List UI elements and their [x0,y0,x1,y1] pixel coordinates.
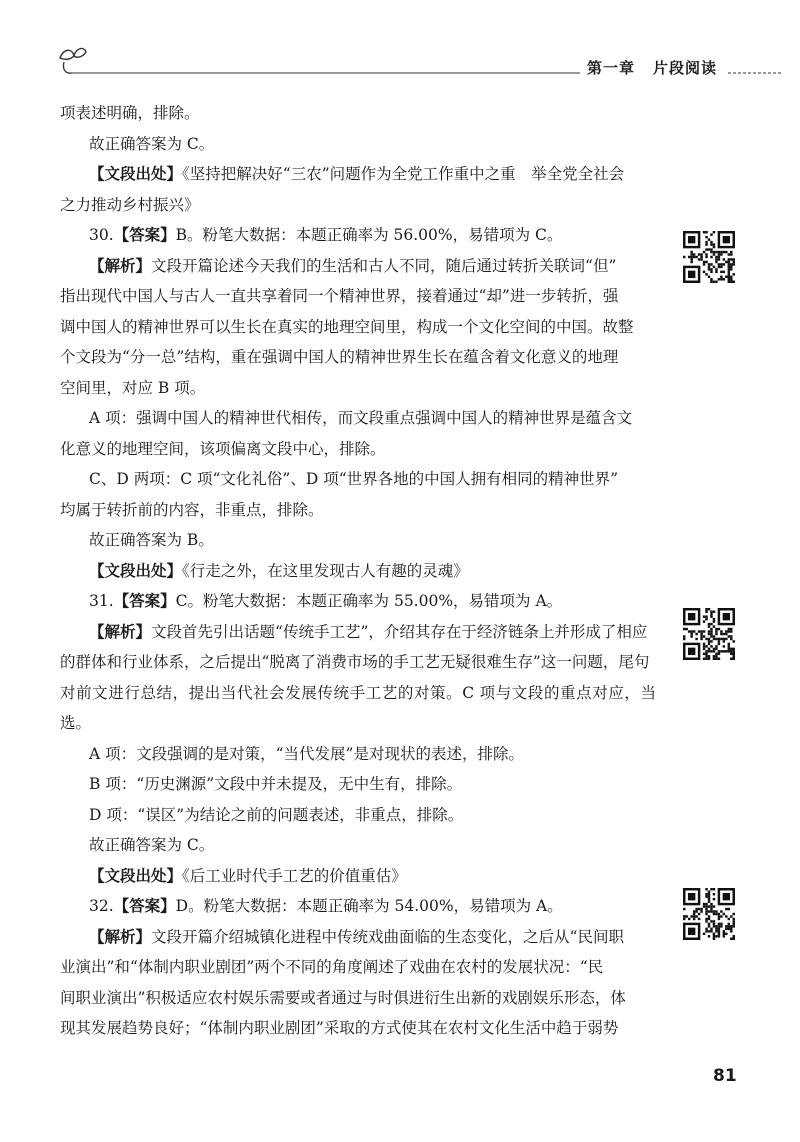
text-line [60,495,656,526]
line-text: 故正确答案为 B。 [89,531,214,549]
text-line [60,220,656,251]
text-line [60,342,656,373]
line-text: 文段开篇论述今天我们的生活和古人不同，随后通过转折关联词“但” [151,256,617,275]
line-text: 项表述明确，排除。 [60,104,200,122]
qr-code-31[interactable] [683,608,735,660]
line-text: 现其发展趋势良好；“体制内职业剧团”采取的方式使其在农村文化生活中趋于弱势 [60,1019,619,1037]
line-text: 《行走之外，在这里发现古人有趣的灵魂》 [182,561,469,580]
line-text: 《后工业时代手工艺的价值重估》 [182,866,407,885]
qr-code-30[interactable] [683,231,735,283]
line-text: 故正确答案为 C。 [89,836,215,854]
line-text: 业演出”和“体制内职业剧团”两个不同的角度阐述了戏曲在农村的发展状况：“民 [60,958,604,976]
text-line [60,403,656,434]
text-line [60,586,656,617]
text-line [60,678,656,739]
line-text: B 项：“历史渊源”文段中并未提及，无中生有，排除。 [89,775,463,793]
line-text: 文段首先引出话题“传统手工艺”，介绍其存在于经济链条上并形成了相应 [151,622,648,641]
question-number: 32. [89,897,114,915]
line-text: 的群体和行业体系，之后提出“脱离了消费市场的手工艺无疑很难生存”这一问题，尾句 [60,653,650,671]
line-text: 调中国人的精神世界可以生长在真实的地理空间里，构成一个文化空间的中国。故整 [60,317,634,336]
question-number: 31. [89,592,114,610]
label-tag: 【文段出处】 [89,561,183,580]
text-line [60,373,656,404]
line-text: C、D 两项：C 项“文化礼俗”、D 项“世界各地的中国人拥有相同的精神世界” [89,470,619,488]
text-line [60,1013,656,1044]
text-line [60,739,656,770]
line-text: 《坚持把解决好“三农”问题作为全党工作重中之重 举全党全社会 [182,165,625,183]
label-tag: 【解析】 [89,622,152,641]
line-text: C。粉笔大数据：本题正确率为 55.00%，易错项为 A。 [175,592,563,610]
label-tag: 【文段出处】 [89,165,183,183]
label-tag: 【解析】 [89,927,152,946]
line-text: 之力推动乡村振兴》 [60,195,200,214]
text-line [60,769,656,800]
page-number: 81 [713,1066,737,1086]
text-line [60,312,656,343]
text-line [60,617,656,648]
label-tag: 【答案】 [113,592,176,610]
text-line [60,830,656,861]
text-line [60,556,656,587]
text-line [60,983,656,1014]
text-line [60,434,656,465]
line-text: A 项：强调中国人的精神世代相传，而文段重点强调中国人的精神世界是蕴含文 [89,409,633,427]
line-text: 均属于转折前的内容，非重点，排除。 [60,500,324,519]
line-text: 对前文进行总结，提出当代社会发展传统手工艺的对策。C 项与文段的重点对应，当选。 [60,683,656,732]
line-text: 个文段为“分一总”结构，重在强调中国人的精神世界生长在蕴含着文化意义的地理 [60,348,619,366]
text-line [60,98,656,129]
text-line [60,952,656,983]
question-number: 30. [89,226,114,244]
text-line [60,464,656,495]
line-text: 间职业演出”积极适应农村娱乐需要或者通过与时俱进衍生出新的戏剧娱乐形态，体 [60,988,626,1007]
text-line [60,525,656,556]
text-line [60,891,656,922]
line-text: 文段开篇介绍城镇化进程中传统戏曲面临的生态变化，之后从“民间职 [151,927,624,946]
text-line [60,861,656,892]
text-line [60,922,656,953]
text-line [60,129,656,160]
text-line [60,190,656,221]
text-line [60,251,656,282]
text-line [60,647,656,678]
qr-code-32[interactable] [683,888,735,940]
page-header [58,40,783,80]
label-tag: 【答案】 [113,897,176,915]
line-text: 指出现代中国人与古人一直共享着同一个精神世界，接着通过“却”进一步转折，强 [60,287,619,305]
line-text: D。粉笔大数据：本题正确率为 54.00%，易错项为 A。 [175,897,563,915]
label-tag: 【文段出处】 [89,866,183,885]
line-text: 故正确答案为 C。 [89,134,215,153]
line-text: B。粉笔大数据：本题正确率为 56.00%，易错项为 C。 [175,226,563,244]
chapter-title [581,57,723,78]
line-text: D 项：“误区”为结论之前的问题表述，非重点，排除。 [89,805,464,824]
text-line [60,159,656,190]
chapter-number: 第一章 [586,59,635,77]
line-text: 空间里，对应 B 项。 [60,378,206,397]
label-tag: 【解析】 [89,256,152,275]
text-line [60,281,656,312]
line-text: 化意义的地理空间，该项偏离文段中心，排除。 [60,439,386,458]
section-name: 片段阅读 [652,59,717,77]
line-text: A 项：文段强调的是对策，“当代发展”是对现状的表述，排除。 [89,744,524,763]
text-line [60,800,656,831]
label-tag: 【答案】 [113,226,176,244]
page-body [60,98,656,1044]
